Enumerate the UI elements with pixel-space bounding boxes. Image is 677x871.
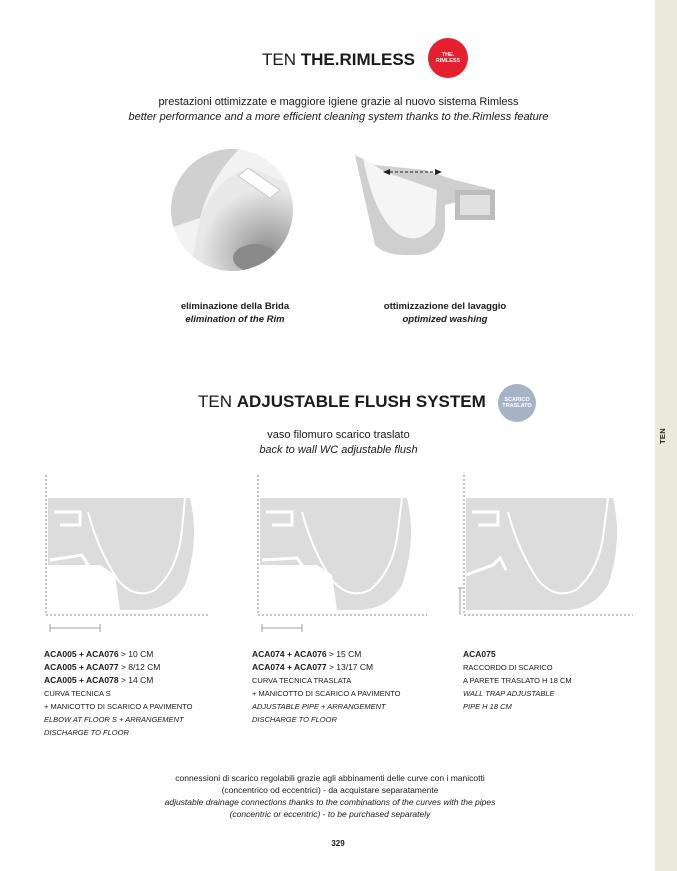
rim-elimination-caption — [160, 300, 310, 326]
spec-1-it-2: + MANICOTTO DI SCARICO A PAVIMENTO — [44, 702, 193, 711]
spec-2-en-2: DISCHARGE TO FLOOR — [252, 715, 337, 724]
spec-3-code-1: ACA075 — [463, 649, 496, 659]
caption-2-en: optimized washing — [402, 314, 488, 325]
flush-title-light: TEN — [198, 392, 237, 411]
flush-badge-line2: TRASLATO — [502, 403, 532, 409]
rimless-badge — [428, 38, 468, 78]
flush-badge-line1: SCARICO — [504, 397, 530, 403]
optimized-washing-caption — [350, 300, 540, 326]
spec-2-code-2: ACA074 + ACA077 > 13/17 CM — [252, 662, 374, 672]
caption-1-it: eliminazione della Brida — [180, 301, 290, 312]
spec-2-it-1: CURVA TECNICA TRASLATA — [252, 676, 352, 685]
spec-3-en-1: WALL TRAP ADJUSTABLE — [463, 689, 555, 698]
spec-1-code-1: ACA005 + ACA076 > 10 CM — [44, 649, 154, 659]
rimless-title — [262, 50, 415, 70]
flush-title — [198, 392, 486, 412]
spec-2-it-2: + MANICOTTO DI SCARICO A PAVIMENTO — [252, 689, 401, 698]
diagram-adjustable-pipe — [252, 470, 462, 640]
spec-2-code-1: ACA074 + ACA076 > 15 CM — [252, 649, 362, 659]
footer-en-2: (concentric or eccentric) - to be purchased separately — [229, 809, 431, 819]
spec-column-3 — [463, 648, 648, 713]
diagram-wall-trap — [458, 470, 668, 640]
spec-3-en-2: PIPE H 18 CM — [463, 702, 512, 711]
spec-column-1 — [44, 648, 254, 739]
footer-en-1: adjustable drainage connections thanks to the combinations of the curves with the pipes — [164, 797, 496, 807]
side-tab-label: TEN — [658, 428, 667, 444]
optimized-washing-photo — [345, 150, 500, 268]
rimless-title-light: TEN — [262, 50, 301, 69]
footer-it-1: connessioni di scarico regolabili grazie agli abbinamenti delle curve con i manicotti — [175, 773, 485, 783]
spec-column-2 — [252, 648, 462, 726]
spec-3-it-1: RACCORDO DI SCARICO — [463, 663, 553, 672]
spec-1-it-1: CURVA TECNICA S — [44, 689, 111, 698]
diagram-elbow-floor-s — [40, 470, 250, 640]
footer-note — [100, 772, 560, 820]
rimless-subtitle-it: prestazioni ottimizzate e maggiore igiene grazie al nuovo sistema Rimless — [158, 96, 519, 108]
flush-subtitle-it: vaso filomuro scarico traslato — [267, 429, 410, 441]
spec-1-en-2: DISCHARGE TO FLOOR — [44, 728, 129, 737]
rimless-badge-line2: RIMLESS — [435, 58, 461, 64]
rim-elimination-photo — [170, 148, 300, 273]
spec-3-it-2: A PARETE TRASLATO H 18 CM — [463, 676, 572, 685]
flush-title-bold: ADJUSTABLE FLUSH SYSTEM — [236, 392, 486, 411]
caption-2-it: ottimizzazione del lavaggio — [383, 301, 507, 312]
footer-it-2: (concentrico od eccentrici) - da acquistare separatamente — [221, 785, 439, 795]
page-number: 329 — [331, 839, 345, 848]
flush-subtitle-en: back to wall WC adjustable flush — [259, 444, 418, 456]
flush-badge — [498, 384, 536, 422]
spec-1-en-1: ELBOW AT FLOOR S + ARRANGEMENT — [44, 715, 184, 724]
rimless-badge-line1: THE. — [441, 52, 455, 58]
rimless-title-bold: THE.RIMLESS — [300, 50, 416, 69]
spec-2-en-1: ADJUSTABLE PIPE + ARRANGEMENT — [252, 702, 386, 711]
spec-1-code-3: ACA005 + ACA078 > 14 CM — [44, 675, 154, 685]
rimless-subtitle-en: better performance and a more efficient cleaning system thanks to the.Rimless feature — [128, 111, 549, 123]
spec-1-code-2: ACA005 + ACA077 > 8/12 CM — [44, 662, 161, 672]
caption-1-en: elimination of the Rim — [185, 314, 285, 325]
